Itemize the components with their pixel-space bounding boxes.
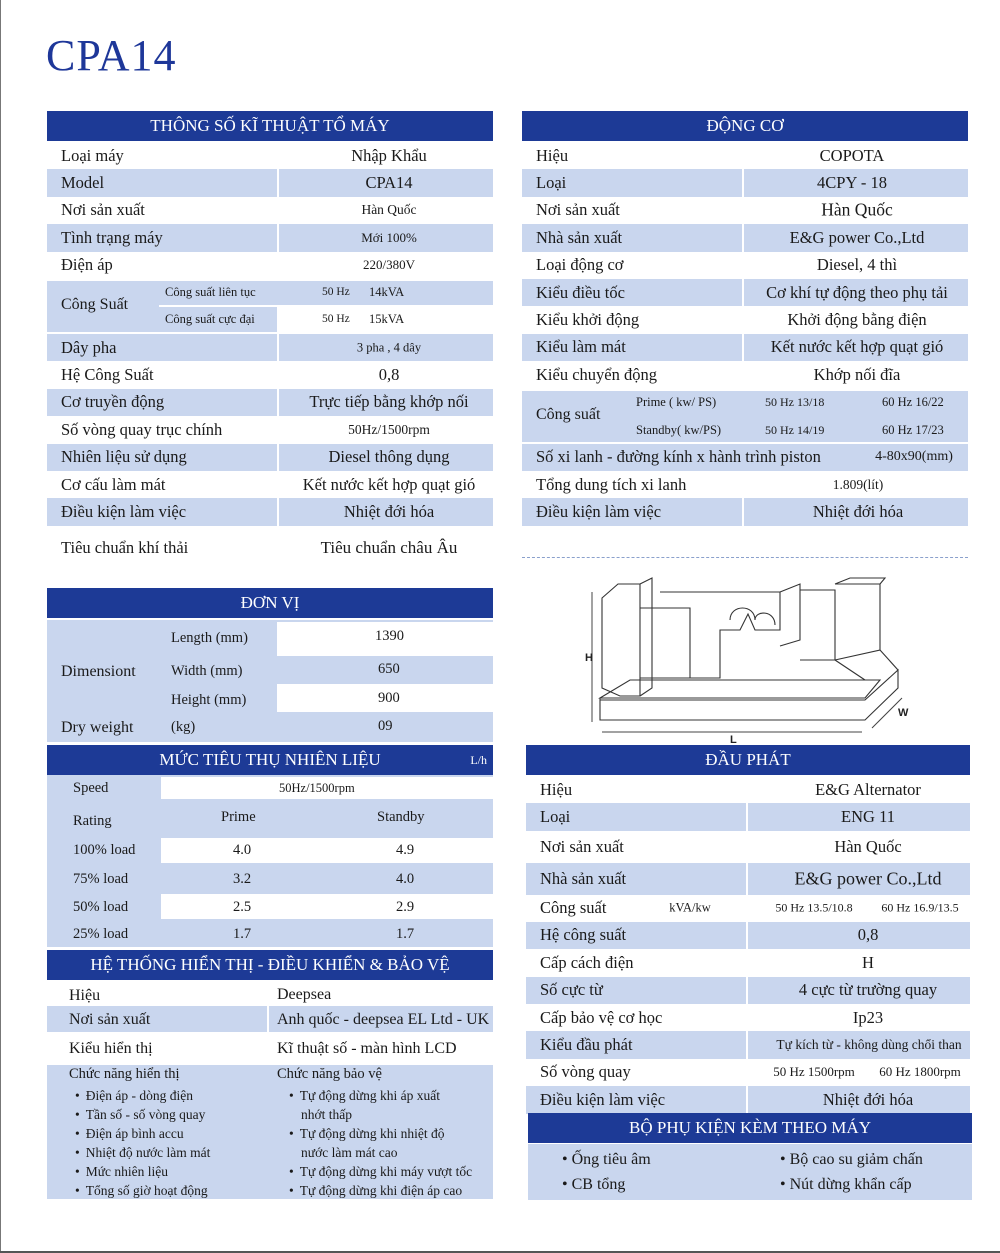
engine-power-block: Công suất Prime ( kw/ PS) 50 Hz 13/18 60 Hz 16/22 Standby( kw/PS) 50 Hz 14/19 60 Hz 17/23 bbox=[522, 389, 968, 444]
unit-table: Dimensiont Length (mm) 1390 Width (mm) 650 Height (mm) 900 Dry weight (kg) 09 bbox=[47, 620, 493, 742]
engine-row: Tổng dung tích xi lanh 1.809(lít) bbox=[536, 474, 884, 494]
spec-row: Cơ cấu làm mát Kết nước kết hợp quạt gió bbox=[61, 474, 476, 494]
fuel-title: MỨC TIÊU THỤ NHIÊN LIỆU bbox=[159, 750, 381, 769]
diagram-label-h: H bbox=[585, 652, 593, 664]
spec-row: Điều kiện làm việc Nhiệt đới hóa bbox=[47, 498, 493, 525]
list-item: • Tự động dừng khi điện áp cao bbox=[289, 1181, 472, 1200]
list-item: • Ống tiêu âm bbox=[562, 1151, 651, 1168]
engine-row: Điều kiện làm việc Nhiệt đới hóa bbox=[522, 498, 968, 525]
alternator-row: Kiểu đầu phát Tự kích từ - không dùng chổi than bbox=[526, 1031, 970, 1058]
diagram-engine bbox=[640, 608, 690, 678]
alternator-row: Cấp bảo vệ cơ học Ip23 bbox=[540, 1007, 884, 1027]
list-item: • CB tổng bbox=[562, 1176, 626, 1193]
control-table: Hiệu Deepsea Nơi sản xuất Anh quốc - deepsea EL Ltd - UK Kiểu hiển thị Kĩ thuật số - màn hình LCD Chức năng hiển thị Chức năng bảo vệ • Điện áp - dòng điện • Tần số - số vòng quay • Điện áp bình accu • Nhiệt độ nước làm mát • Mức nhiên liệu • Tổng số giờ hoạt động • Tự động dừng khi áp xuất nhớt thấp • Tự động dừng khi nhiệt độ nước làm mát cao • Tự động dừng khi máy vượt tốc • Tự động dừng khi điện áp cao bbox=[47, 981, 493, 1199]
list-item: • Tần số - số vòng quay bbox=[75, 1105, 210, 1124]
engine-row: Kiểu điều tốc Cơ khí tự động theo phụ tải bbox=[522, 279, 968, 306]
engine-row: Kiểu làm mát Kết nước kết hợp quạt gió bbox=[522, 334, 968, 361]
spec-row: Nơi sản xuất Hàn Quốc bbox=[61, 200, 417, 220]
engine-row: Nơi sản xuất Hàn Quốc bbox=[536, 199, 893, 220]
spec-row: Điện áp 220/380V bbox=[61, 255, 415, 275]
diagram-label-l: L bbox=[730, 734, 737, 745]
fuel-unit: L/h bbox=[470, 753, 487, 767]
engine-row: Hiệu COPOTA bbox=[536, 145, 885, 165]
spec-row: Cơ truyền động Trực tiếp bằng khớp nối bbox=[47, 389, 493, 416]
spec-row: Số vòng quay trục chính 50Hz/1500rpm bbox=[61, 419, 430, 439]
list-item: nhớt thấp bbox=[301, 1107, 353, 1122]
engine-row: Loại động cơ Diesel, 4 thì bbox=[536, 255, 898, 275]
list-item: • Tự động dừng khi áp xuất bbox=[289, 1086, 472, 1105]
unit-header: ĐƠN VỊ bbox=[47, 588, 493, 618]
list-item: • Tự động dừng khi máy vượt tốc bbox=[289, 1162, 472, 1181]
list-item: • Nút dừng khẩn cấp bbox=[780, 1176, 912, 1193]
alternator-row: Loại ENG 11 bbox=[526, 803, 970, 830]
engine-row: Loại 4CPY - 18 bbox=[522, 169, 968, 196]
spec-header: THÔNG SỐ KĨ THUẬT TỔ MÁY bbox=[47, 111, 493, 141]
fuel-table: Speed 50Hz/1500rpm Rating Prime Standby 100% load 4.0 4.9 75% load 3.2 4.0 50% load 2.5 2.9 25% load 1.7 1.7 bbox=[47, 775, 493, 947]
spec-row: Dây pha 3 pha , 4 dây bbox=[47, 334, 493, 361]
diagram-radiator bbox=[602, 584, 640, 696]
alternator-row: Hiệu E&G Alternator bbox=[540, 779, 921, 799]
spec-row: Model CPA14 bbox=[47, 169, 493, 196]
control-header: HỆ THỐNG HIỂN THỊ - ĐIỀU KHIỂN & BẢO VỆ bbox=[47, 950, 493, 980]
engine-table bbox=[522, 142, 968, 526]
spec-row: Tình trạng máy Mới 100% bbox=[47, 224, 493, 251]
engine-row: Số xi lanh - đường kính x hành trình piston 4-80x90(mm) bbox=[522, 444, 968, 471]
alternator-row: Số cực từ 4 cực từ trường quay bbox=[526, 977, 970, 1004]
alternator-table bbox=[526, 776, 970, 1114]
page-border-left bbox=[0, 0, 1, 1253]
alternator-row: Công suất kVA/kw 50 Hz 13.5/10.8 60 Hz 16.9/13.5 bbox=[540, 898, 959, 918]
spec-row: Hệ Công Suất 0,8 bbox=[61, 365, 400, 385]
list-item: • Điện áp bình accu bbox=[75, 1124, 210, 1143]
engine-row: Kiểu chuyển động Khớp nối đĩa bbox=[536, 364, 901, 384]
list-item: • Điện áp - dòng điện bbox=[75, 1086, 210, 1105]
spec-table bbox=[47, 142, 493, 570]
diagram-label-w: W bbox=[898, 707, 909, 719]
accessories-header: BỘ PHỤ KIỆN KÈM THEO MÁY bbox=[528, 1113, 972, 1143]
display-functions-list bbox=[75, 1086, 210, 1200]
spec-row: Loại máy Nhập Khẩu bbox=[61, 145, 427, 165]
list-item: • Tự động dừng khi nhiệt độ bbox=[289, 1124, 472, 1143]
spec-power-block: Công Suất Công suất liên tục 50 Hz 14kVA Công suất cực đại 50 Hz 15kVA bbox=[47, 279, 493, 334]
alternator-row: Điều kiện làm việc Nhiệt đới hóa bbox=[526, 1086, 970, 1113]
alternator-row: Nơi sản xuất Hàn Quốc bbox=[540, 836, 902, 856]
list-item: nước làm mát cao bbox=[301, 1145, 398, 1160]
list-item: • Mức nhiên liệu bbox=[75, 1162, 210, 1181]
alternator-header: ĐẦU PHÁT bbox=[526, 745, 970, 775]
alternator-row: Cấp cách điện H bbox=[540, 952, 874, 972]
alternator-row: Số vòng quay 50 Hz 1500rpm 60 Hz 1800rpm bbox=[540, 1062, 961, 1082]
alternator-row: Nhà sản xuất E&G power Co.,Ltd bbox=[526, 863, 970, 895]
engine-row: Kiểu khởi động Khởi động bằng điện bbox=[536, 310, 927, 330]
list-item: • Tổng số giờ hoạt động bbox=[75, 1181, 210, 1200]
generator-dimension-diagram bbox=[580, 570, 920, 745]
alternator-row: Hệ công suất 0,8 bbox=[526, 922, 970, 949]
engine-row: Nhà sản xuất E&G power Co.,Ltd bbox=[522, 224, 968, 251]
list-item: • Bộ cao su giảm chấn bbox=[780, 1151, 923, 1168]
spec-row: Nhiên liệu sử dụng Diesel thông dụng bbox=[47, 444, 493, 471]
protect-functions-list bbox=[289, 1086, 472, 1200]
page-title: CPA14 bbox=[46, 31, 177, 80]
fuel-header bbox=[47, 745, 493, 775]
spec-row: Tiêu chuẩn khí thải Tiêu chuẩn châu Âu bbox=[61, 537, 458, 557]
divider bbox=[522, 557, 968, 558]
accessories-list bbox=[528, 1144, 972, 1200]
list-item: • Nhiệt độ nước làm mát bbox=[75, 1143, 210, 1162]
engine-header: ĐỘNG CƠ bbox=[522, 111, 968, 141]
diagram-alternator bbox=[800, 590, 835, 660]
